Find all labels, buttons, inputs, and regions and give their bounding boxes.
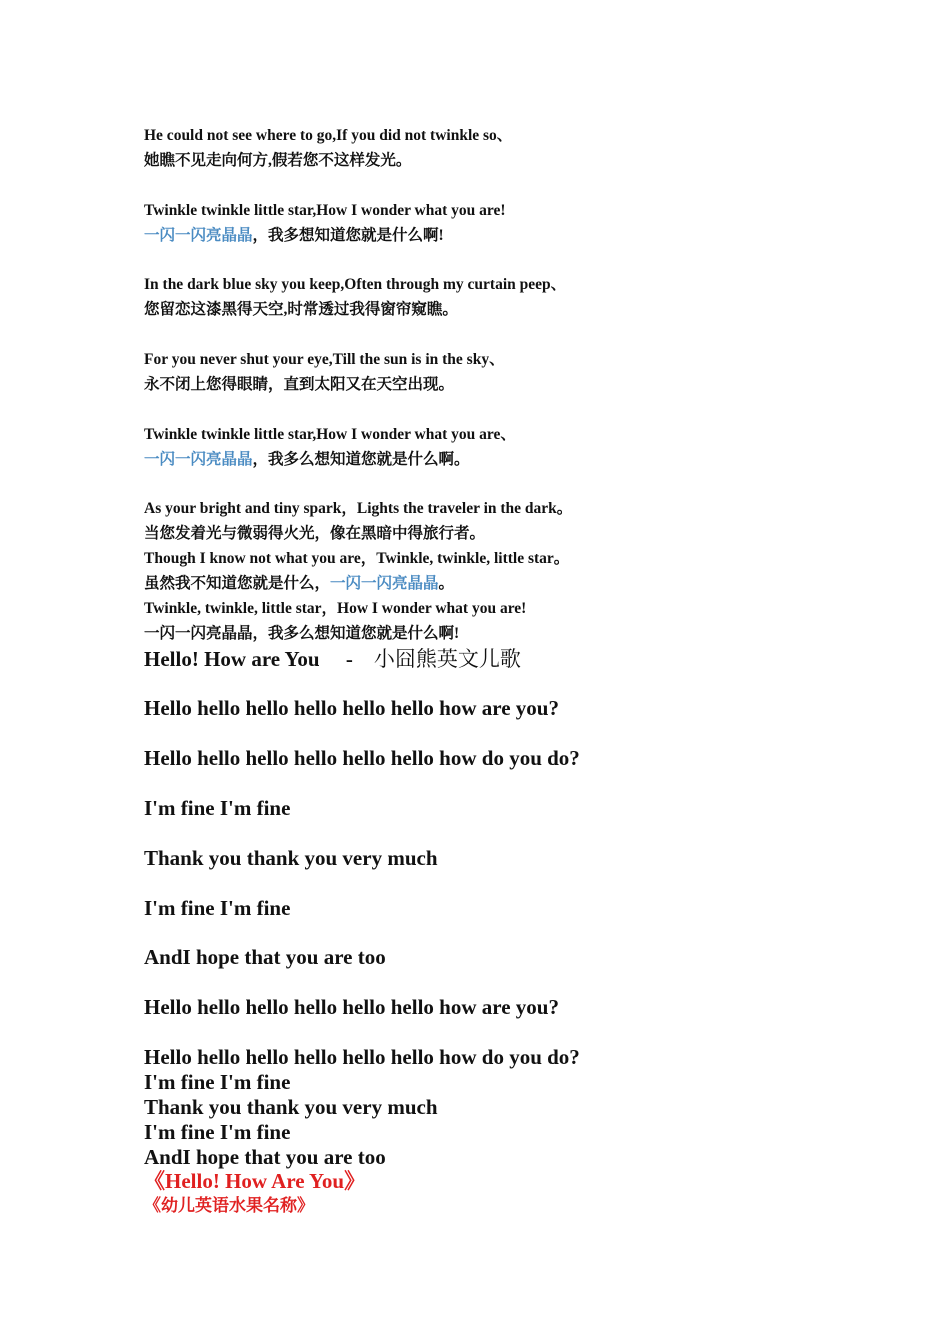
song-title-cn: 小囧熊英文儿歌: [373, 646, 521, 671]
red-title-chinese: 《幼儿英语水果名称》: [144, 1196, 314, 1216]
spacer: [144, 771, 844, 796]
lyric-cn: 当您发着光与微弱得火光，像在黑暗中得旅行者。: [144, 525, 486, 543]
lyric-en: Though I know not what you are，Twinkle, twinkle, little star。: [144, 550, 570, 568]
song-line: AndI hope that you are too: [144, 1144, 386, 1169]
lyric-en: He could not see where to go,If you did not twinkle so、: [144, 127, 513, 144]
spacer: [144, 921, 844, 946]
song-line: I'm fine I'm fine: [144, 1119, 291, 1144]
lyric-en: As your bright and tiny spark，Lights the traveler in the dark。: [144, 500, 573, 518]
song-title: [144, 647, 844, 672]
lyric-en: Twinkle, twinkle, little star，How I wonder what you are!: [144, 599, 527, 617]
spacer: [144, 174, 844, 199]
song-line: Hello hello hello hello hello hello how are you?: [144, 696, 559, 721]
lyric-cn: [144, 448, 844, 473]
spacer: [144, 248, 844, 273]
lyric-cn: [144, 224, 844, 249]
song-line: I'm fine I'm fine: [144, 1069, 291, 1094]
song-line: Hello hello hello hello hello hello how do you do?: [144, 746, 580, 771]
lyric-en: In the dark blue sky you keep,Often through my curtain peep、: [144, 276, 567, 294]
song-line: Thank you thank you very much: [144, 845, 438, 870]
spacer: [144, 472, 844, 497]
lyric-cn: 她瞧不见走向何方,假若您不这样发光。: [144, 151, 412, 169]
lyric-cn-post: 。: [438, 575, 455, 593]
spacer: [144, 821, 844, 846]
lyrics-body: [144, 124, 844, 1219]
spacer: [144, 323, 844, 348]
song-line: Hello hello hello hello hello hello how do you do?: [144, 1044, 580, 1069]
song-line: Thank you thank you very much: [144, 1094, 438, 1119]
lyric-cn: 您留恋这漆黑得天空,时常透过我得窗帘窥瞧。: [144, 301, 458, 319]
song-line: AndI hope that you are too: [144, 945, 386, 970]
song-line: I'm fine I'm fine: [144, 895, 291, 920]
lyric-cn-rest: ，我多想知道您就是什么啊!: [252, 226, 444, 244]
spacer: [144, 871, 844, 896]
lyric-en: Twinkle twinkle little star,How I wonder what you are、: [144, 425, 516, 443]
lyric-cn-highlight: 一闪一闪亮晶晶: [144, 226, 253, 244]
red-title-english: 《Hello! How Are You》: [144, 1169, 366, 1194]
lyric-cn-highlight: 一闪一闪亮晶晶: [330, 575, 439, 593]
lyric-cn-highlight: 一闪一闪亮晶晶: [144, 450, 253, 468]
song-line: I'm fine I'm fine: [144, 796, 291, 821]
spacer: [144, 398, 844, 423]
lyric-cn-rest: ，我多么想知道您就是什么啊。: [252, 450, 470, 468]
lyric-en: For you never shut your eye,Till the sun is in the sky、: [144, 351, 505, 369]
lyric-cn-pre: 虽然我不知道您就是什么，: [144, 575, 331, 593]
spacer: [144, 672, 844, 697]
lyric-cn: [144, 572, 844, 597]
song-line: Hello hello hello hello hello hello how are you?: [144, 995, 559, 1020]
spacer: [144, 721, 844, 746]
spacer: [144, 1020, 844, 1045]
song-title-en: Hello! How are You: [144, 646, 320, 671]
song-title-separator: -: [319, 646, 374, 671]
lyric-cn: 永不闭上您得眼睛，直到太阳又在天空出现。: [144, 375, 455, 393]
spacer: [144, 970, 844, 995]
lyric-en: Twinkle twinkle little star,How I wonder what you are!: [144, 201, 506, 219]
lyric-cn: 一闪一闪亮晶晶，我多么想知道您就是什么啊!: [144, 624, 460, 642]
